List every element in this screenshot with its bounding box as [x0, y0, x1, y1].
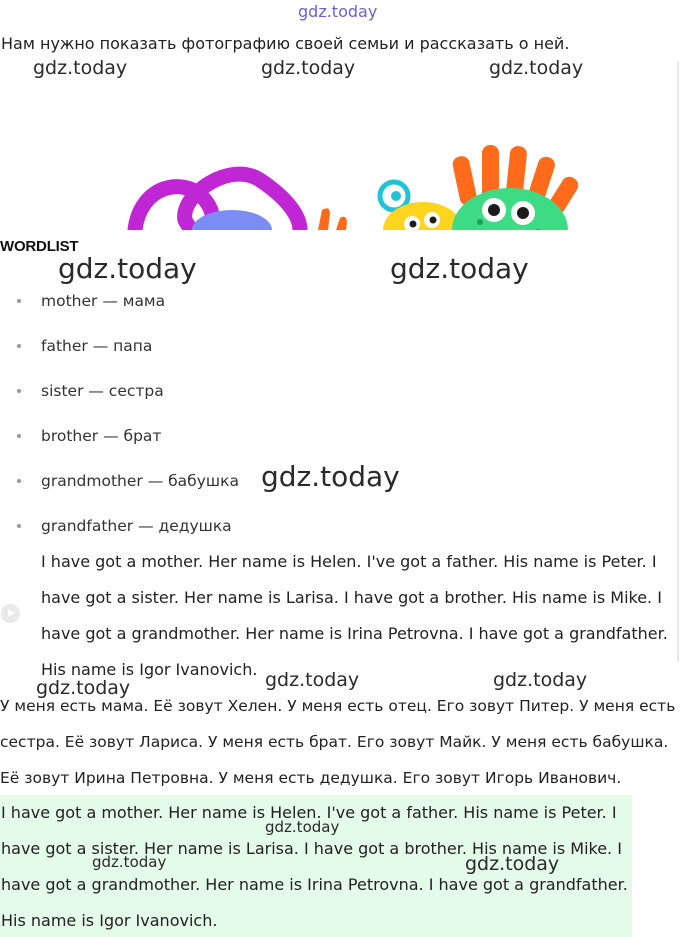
- word-pair: sister — сестра: [41, 382, 164, 400]
- bullet-icon: [17, 389, 21, 393]
- list-item: [0, 466, 239, 511]
- bullet-icon: [17, 299, 21, 303]
- list-item: [0, 286, 239, 331]
- list-item: [0, 376, 239, 421]
- watermark: gdz.today: [92, 853, 167, 871]
- watermark: gdz.today: [390, 252, 529, 285]
- list-item: [0, 331, 239, 376]
- watermark: gdz.today: [493, 669, 588, 691]
- watermark: gdz.today: [265, 669, 360, 691]
- bullet-icon: [17, 434, 21, 438]
- family-cartoon-illustration-icon: [0, 100, 680, 230]
- family-illustration: [0, 100, 680, 230]
- bullet-icon: [17, 479, 21, 483]
- word-pair: grandfather — дедушка: [41, 517, 232, 535]
- play-audio-icon[interactable]: [1, 604, 20, 623]
- watermark: gdz.today: [298, 2, 378, 21]
- watermark: gdz.today: [465, 853, 560, 875]
- list-item: [0, 421, 239, 466]
- wordlist: [0, 286, 239, 556]
- watermark: gdz.today: [261, 57, 356, 79]
- intro-text: Нам нужно показать фотографию своей семьи и рассказать о ней.: [1, 34, 570, 53]
- word-pair: mother — мама: [41, 292, 166, 310]
- watermark: gdz.today: [36, 677, 131, 699]
- word-pair: father — папа: [41, 337, 153, 355]
- bullet-icon: [17, 344, 21, 348]
- russian-translation: У меня есть мама. Её зовут Хелен. У меня есть отец. Его зовут Питер. У меня есть сестра. Её зовут Лариса. У меня есть брат. Его зовут Майк. У меня есть бабушка. Её зовут Ирина Петровна. У меня есть дедушка. Его зовут Игорь Иванович.: [0, 697, 676, 787]
- watermark: gdz.today: [33, 57, 128, 79]
- watermark: gdz.today: [58, 252, 197, 285]
- watermark: gdz.today: [489, 57, 584, 79]
- word-pair: brother — брат: [41, 427, 162, 445]
- english-text: I have got a mother. Her name is Helen. I've got a father. His name is Peter. I have got a sister. Her name is Larisa. I have got a brother. His name is Mike. I have got a grandmother. Her name is Irina Petrovna. I have got a grandfather. His name is Igor Ivanovich.: [41, 552, 668, 679]
- highlighted-text: I have got a mother. Her name is Helen. I've got a father. His name is Peter. I have got a sister. Her name is Larisa. I have got a brother. His name is Mike. I have got a grandmother. Her name is Irina Petrovna. I have got a grandfather. His name is Igor Ivanovich.: [1, 803, 628, 930]
- watermark: gdz.today: [265, 818, 340, 836]
- word-pair: grandmother — бабушка: [41, 472, 239, 490]
- wordlist-heading: WORDLIST: [0, 238, 79, 255]
- watermark: gdz.today: [261, 460, 400, 493]
- bullet-icon: [17, 524, 21, 528]
